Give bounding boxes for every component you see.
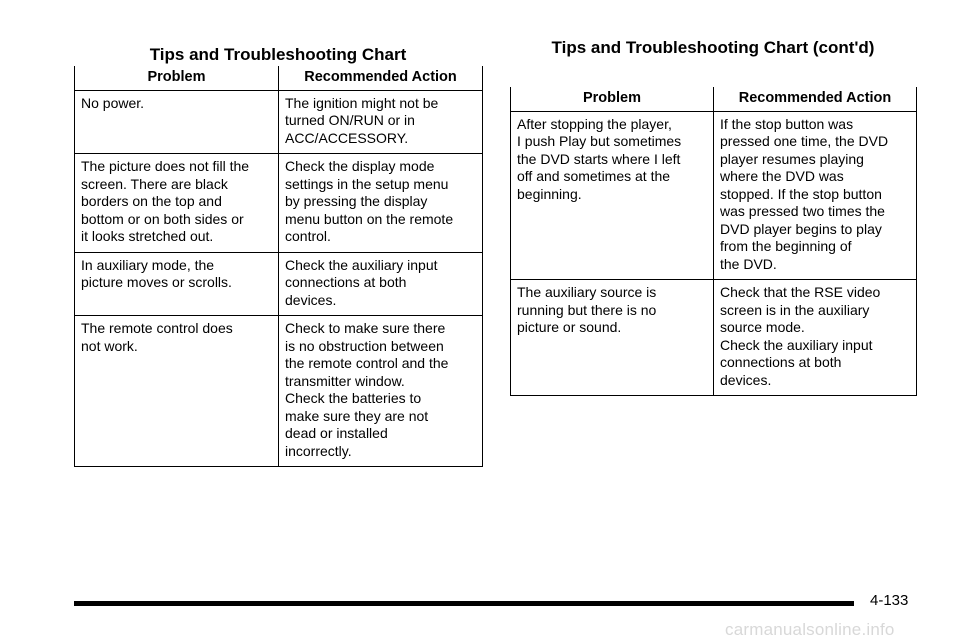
footer-rule xyxy=(74,601,854,606)
action-text-line: screen is in the auxiliary xyxy=(720,301,870,318)
problem-text-line: not work. xyxy=(81,337,138,354)
problem-text-line: beginning. xyxy=(517,185,582,202)
problem-text-line: screen. There are black xyxy=(81,175,228,192)
problem-text-line: The auxiliary source is xyxy=(517,284,657,300)
problem-cell xyxy=(75,252,279,316)
action-text-line: Check the auxiliary input xyxy=(720,336,873,353)
watermark: carmanualsonline.info xyxy=(725,620,895,639)
left-table-title: Tips and Troubleshooting Chart xyxy=(149,45,407,64)
right-table-title: Tips and Troubleshooting Chart (cont'd) xyxy=(551,38,875,57)
action-text-line: menu button on the remote xyxy=(285,210,454,227)
action-cell xyxy=(279,154,483,253)
right-table-body xyxy=(511,111,917,396)
action-text-line: Check the batteries to xyxy=(285,390,422,406)
table-header-row xyxy=(75,66,483,90)
right-troubleshooting-table xyxy=(510,87,917,396)
action-text-line: Check the display mode xyxy=(285,158,435,174)
action-text-line: connections at both xyxy=(720,354,842,370)
problem-text-line: picture moves or scrolls. xyxy=(81,274,232,290)
problem-text-line: No power. xyxy=(81,94,145,111)
table-row xyxy=(511,280,917,396)
action-text-line: by pressing the display xyxy=(285,193,428,209)
action-text-line: Check that the RSE video xyxy=(720,284,881,300)
action-text-line: Check to make sure there xyxy=(285,320,446,336)
action-text-line: devices. xyxy=(285,291,337,308)
problem-text-line: it looks stretched out. xyxy=(81,228,214,244)
problem-text-line: the DVD starts where I left xyxy=(517,150,681,167)
action-text-line: If the stop button was xyxy=(720,115,854,132)
problem-cell xyxy=(75,90,279,154)
problem-text-line: borders on the top and xyxy=(81,193,222,209)
problem-text-line: off and sometimes at the xyxy=(517,168,671,184)
action-text-line: where the DVD was xyxy=(720,168,844,184)
action-text-line: devices. xyxy=(720,371,772,388)
action-text-line: was pressed two times the xyxy=(720,203,885,219)
action-text-line: Check the auxiliary input xyxy=(285,256,438,273)
action-cell xyxy=(279,252,483,316)
left-troubleshooting-table xyxy=(74,66,483,467)
table-row xyxy=(75,154,483,253)
problem-text-line: running but there is no xyxy=(517,301,657,318)
action-text-line: the remote control and the xyxy=(285,355,449,371)
action-cell xyxy=(714,111,917,280)
table-row xyxy=(75,90,483,154)
action-text-line: transmitter window. xyxy=(285,372,405,389)
action-text-line: dead or installed xyxy=(285,425,388,441)
action-cell xyxy=(279,316,483,467)
problem-cell xyxy=(75,154,279,253)
problem-cell xyxy=(511,111,714,280)
action-text-line: is no obstruction between xyxy=(285,337,444,354)
problem-text-line: In auxiliary mode, the xyxy=(81,256,215,273)
action-text-line: incorrectly. xyxy=(285,442,352,459)
page-number: 4-133 xyxy=(870,592,909,609)
action-text-line: The ignition might not be xyxy=(285,94,439,111)
problem-cell xyxy=(511,280,714,396)
action-text-line: ACC/ACCESSORY. xyxy=(285,129,409,146)
action-text-line: the DVD. xyxy=(720,255,777,272)
action-text-line: source mode. xyxy=(720,319,805,335)
table-header-row xyxy=(511,87,917,111)
problem-text-line: The picture does not fill the xyxy=(81,158,250,174)
table-row xyxy=(75,316,483,467)
action-cell xyxy=(714,280,917,396)
problem-text-line: bottom or on both sides or xyxy=(81,210,244,227)
problem-text-line: After stopping the player, xyxy=(517,115,672,132)
action-column-header: Recommended Action xyxy=(714,87,917,111)
action-text-line: settings in the setup menu xyxy=(285,175,449,192)
action-text-line: DVD player begins to play xyxy=(720,220,882,237)
left-table-body xyxy=(75,90,483,467)
problem-text-line: The remote control does xyxy=(81,320,233,336)
action-column-header: Recommended Action xyxy=(279,66,483,90)
action-text-line: pressed one time, the DVD xyxy=(720,133,889,149)
action-text-line: control. xyxy=(285,228,331,244)
problem-column-header: Problem xyxy=(511,87,714,111)
action-text-line: player resumes playing xyxy=(720,150,864,167)
table-row xyxy=(511,111,917,280)
action-text-line: make sure they are not xyxy=(285,407,429,424)
action-text-line: turned ON/RUN or in xyxy=(285,112,415,128)
problem-column-header: Problem xyxy=(75,66,279,90)
action-text-line: stopped. If the stop button xyxy=(720,185,882,202)
action-text-line: connections at both xyxy=(285,274,407,290)
problem-text-line: picture or sound. xyxy=(517,319,622,335)
problem-text-line: I push Play but sometimes xyxy=(517,133,682,149)
action-cell xyxy=(279,90,483,154)
table-row xyxy=(75,252,483,316)
problem-cell xyxy=(75,316,279,467)
action-text-line: from the beginning of xyxy=(720,238,852,254)
